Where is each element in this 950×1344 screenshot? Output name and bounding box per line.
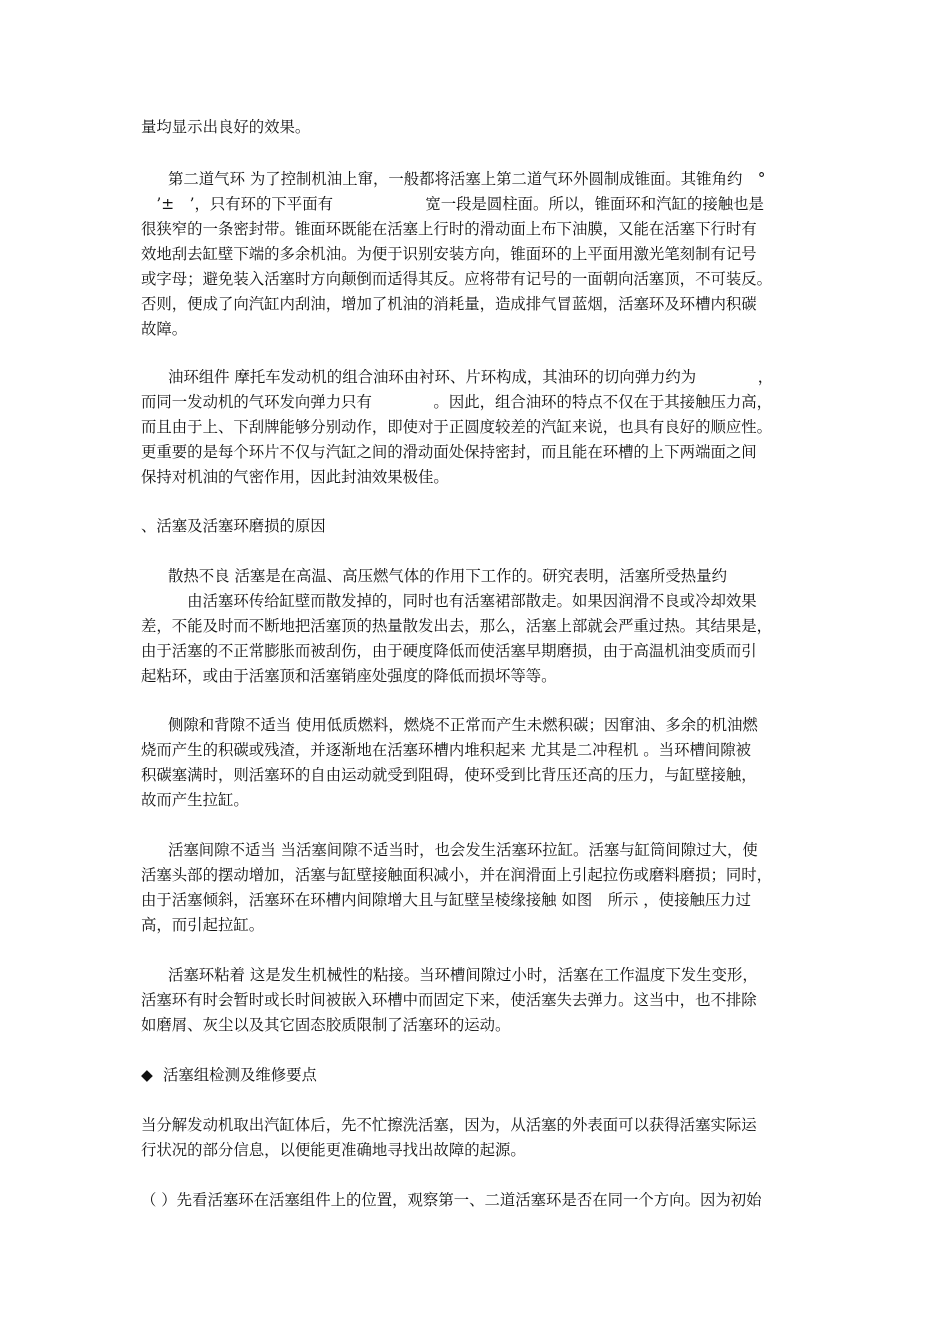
text-line: 积碳塞满时，则活塞环的自由运动就受到阻碍，使环受到比背压还高的压力，与缸壁接触，: [141, 766, 757, 784]
paragraph-ring-sticking: [141, 963, 813, 1038]
paragraph-disassembly: [141, 1113, 813, 1163]
text-line: 否则，便成了向汽缸内刮油，增加了机油的消耗量，造成排气冒蓝烟，活塞环及环槽内积碳: [141, 295, 757, 313]
text-line: 由于活塞的不正常膨胀而被刮伤，由于硬度降低而使活塞早期磨损，由于高温机油变质而引: [141, 642, 757, 660]
text-line: 高，而引起拉缸。: [141, 916, 265, 934]
text-line: 量均显示出良好的效果。: [141, 118, 311, 136]
heading-text: 活塞组检测及维修要点: [163, 1066, 317, 1084]
text-line: 故而产生拉缸。: [141, 791, 249, 809]
text-line: 效地刮去缸壁下端的多余机油。为便于识别安装方向，锥面环的上平面用激光笔刻制有记号: [141, 245, 757, 263]
text-line: 而且由于上、下刮牌能够分别动作，即使对于正圆度较差的汽缸来说，也具有良好的顺应性。: [141, 418, 773, 436]
text-line: 油环组件 摩托车发动机的组合油环由衬环、片环构成，其油环的切向弹力约为 ，: [168, 368, 774, 386]
section-heading: 、活塞及活塞环磨损的原因: [141, 517, 326, 535]
text-line: 差，不能及时而不断地把活塞顶的热量散发出去，那么，活塞上部就会严重过热。其结果是，: [141, 617, 773, 635]
paragraph-oil-ring: [141, 365, 813, 490]
text-line: 如磨屑、灰尘以及其它固态胶质限制了活塞环的运动。: [141, 1016, 511, 1034]
paragraph-second-ring: [141, 167, 813, 342]
paragraph-piston-clearance: [141, 838, 813, 938]
text-line: 由于活塞倾斜，活塞环在环槽内间隙增大且与缸壁呈棱缘接触 如图 所示 ，使接触压力过: [141, 891, 752, 909]
text-line: 当分解发动机取出汽缸体后，先不忙擦洗活塞，因为，从活塞的外表面可以获得活塞实际运: [141, 1116, 757, 1134]
text-line: ’± ’，只有环的下平面有 宽一段是圆柱面。所以，锥面环和汽缸的接触也是: [141, 195, 764, 213]
text-line: 活塞环粘着 这是发生机械性的粘接。当环槽间隙过小时，活塞在工作温度下发生变形，: [168, 966, 758, 984]
text-line: （ ）先看活塞环在活塞组件上的位置，观察第一、二道活塞环是否在同一个方向。因为初始: [141, 1191, 762, 1209]
text-line: 而同一发动机的气环发向弹力只有 。因此，组合油环的特点不仅在于其接触压力高，: [141, 393, 773, 411]
text-line: 活塞头部的摆动增加，活塞与缸壁接触面积减小，并在润滑面上引起拉伤或磨料磨损；同时，: [141, 866, 773, 884]
text-line: 保持对机油的气密作用，因此封油效果极佳。: [141, 468, 449, 486]
text-line: 更重要的是每个环片不仅与汽缸之间的滑动面处保持密封，而且能在环槽的上下两端面之间: [141, 443, 757, 461]
section-heading-inspection: [141, 1063, 813, 1088]
section-heading: [141, 1063, 813, 1088]
text-line: 故障。: [141, 320, 188, 338]
paragraph-side-clearance: [141, 713, 813, 813]
text-line: 第二道气环 为了控制机油上窜，一般都将活塞上第二道气环外圆制成锥面。其锥角约 °: [168, 170, 766, 188]
paragraph-intro-end: [141, 115, 813, 140]
text-line: 行状况的部分信息，以便能更准确地寻找出故障的起源。: [141, 1141, 526, 1159]
text-line: 侧隙和背隙不适当 使用低质燃料，燃烧不正常而产生未燃积碳；因窜油、多余的机油燃: [168, 716, 758, 734]
text-line: 活塞环有时会暂时或长时间被嵌入环槽中而固定下来，使活塞失去弹力。这当中，也不排除: [141, 991, 757, 1009]
text-line: 烧而产生的积碳或残渣，并逐渐地在活塞环槽内堆积起来 尤其是二冲程机 。当环槽间隙被: [141, 741, 752, 759]
diamond-bullet-icon: ◆: [141, 1066, 153, 1084]
section-heading-wear-causes: [141, 514, 813, 539]
text-line: 起粘环，或由于活塞顶和活塞销座处强度的降低而损坏等等。: [141, 667, 557, 685]
text-line: 散热不良 活塞是在高温、高压燃气体的作用下工作的。研究表明，活塞所受热量约: [168, 567, 727, 585]
text-line: 很狭窄的一条密封带。锥面环既能在活塞上行时的滑动面上布下油膜，又能在活塞下行时有: [141, 220, 757, 238]
text-line: 或字母；避免装入活塞时方向颠倒而适得其反。应将带有记号的一面朝向活塞顶，不可装反。: [141, 270, 773, 288]
paragraph-poor-heat: [141, 564, 813, 689]
text-line: 活塞间隙不适当 当活塞间隙不适当时，也会发生活塞环拉缸。活塞与缸筒间隙过大，使: [168, 841, 758, 859]
text-line: 由活塞环传给缸壁而散发掉的，同时也有活塞裙部散走。如果因润滑不良或冷却效果: [141, 592, 757, 610]
paragraph-step-1: [141, 1188, 813, 1213]
